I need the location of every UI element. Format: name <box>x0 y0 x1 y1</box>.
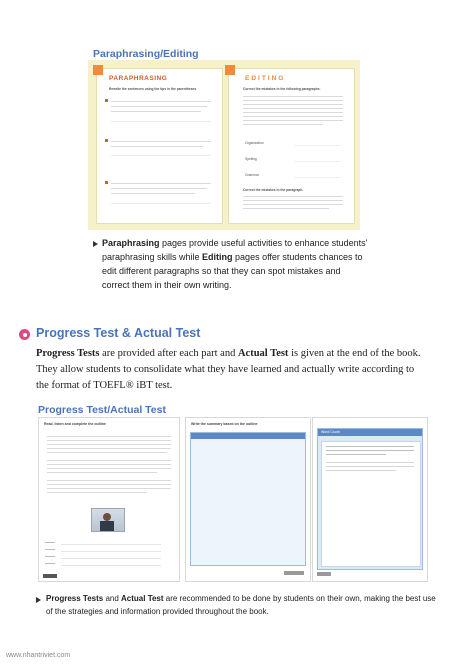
progress-paragraph <box>36 346 426 394</box>
summary-editor-panel <box>190 432 306 566</box>
orange-corner-marker <box>225 65 235 75</box>
progress-actual-subtitle: Progress Test/Actual Test <box>38 404 166 416</box>
paraphrasing-page <box>96 68 223 224</box>
para-bold-actual-test: Actual Test <box>237 348 289 359</box>
footer-url: www.nhantriviet.com <box>6 652 71 659</box>
caption-bold-progress-tests: Progress Tests <box>46 594 104 603</box>
word-count-panel <box>317 428 423 570</box>
paraphrasing-header: PARAPHRASING <box>109 75 168 82</box>
editing-item-3: Grammar <box>245 173 259 177</box>
word-count-toolbar <box>318 429 422 436</box>
section-paraphrasing-title: Paraphrasing/Editing <box>93 48 199 60</box>
screenshot-summary-page <box>185 417 311 582</box>
screen1-label: Read, listen and complete the outline <box>44 422 106 426</box>
exercise-number-marker <box>105 139 108 142</box>
orange-corner-marker <box>93 65 103 75</box>
exercise-number-marker <box>105 181 108 184</box>
bullet-triangle-icon <box>36 597 41 603</box>
caption-bold-paraphrasing: Paraphrasing <box>102 238 160 248</box>
caption-bold-editing: Editing <box>202 252 233 262</box>
screen2-label: Write the summary based on the outline <box>191 422 258 426</box>
editing-instruction: Correct the mistakes in the following paragraphs. <box>243 87 321 91</box>
caption-text: pages provide useful activities to enhance students' paraphrasing skills while <box>102 238 368 262</box>
caption-bold-actual-test: Actual Test <box>121 594 164 603</box>
bullet-triangle-icon <box>93 241 98 247</box>
editing-item-2: Spelling <box>245 157 257 161</box>
para-text: are provided after each part and <box>99 348 238 359</box>
paraphrasing-editing-caption <box>102 236 370 292</box>
caption-text: are recommended to be done by students on their own, making the best use of the strategies and information provided throughout the book. <box>46 594 436 616</box>
page-number-marker <box>284 571 304 575</box>
caption-text: and <box>103 594 122 603</box>
paraphrasing-instruction: Rewrite the sentences using the tips in the parentheses <box>109 87 197 91</box>
page-number-marker <box>317 572 331 576</box>
exercise-number-marker <box>105 99 108 102</box>
pink-circle-icon <box>19 329 30 340</box>
editing-header: EDITING <box>245 75 286 82</box>
progress-actual-caption <box>46 592 436 618</box>
editing-subinstruction: Correct the mistakes in the paragraph. <box>243 188 304 192</box>
para-bold-progress-tests: Progress Tests <box>36 348 100 359</box>
screenshot-outline-page <box>38 417 180 582</box>
caption-text: pages offer students chances to edit different paragraphs so that they can spot mistakes and correct them in their own writing. <box>102 252 363 290</box>
screen3-label: Word Count <box>321 430 340 434</box>
screenshot-word-count-page <box>312 417 428 582</box>
para-text: is given at the end of the book. They allow students to consolidate what they have learned and actually write according to the format of TOEFL® iBT test. <box>36 348 421 391</box>
page-number-marker <box>43 574 57 578</box>
editing-item-1: Organization <box>245 141 264 145</box>
lecture-video-image <box>91 508 125 532</box>
section-progress-title: Progress Test & Actual Test <box>36 326 201 340</box>
editing-page <box>228 68 355 224</box>
